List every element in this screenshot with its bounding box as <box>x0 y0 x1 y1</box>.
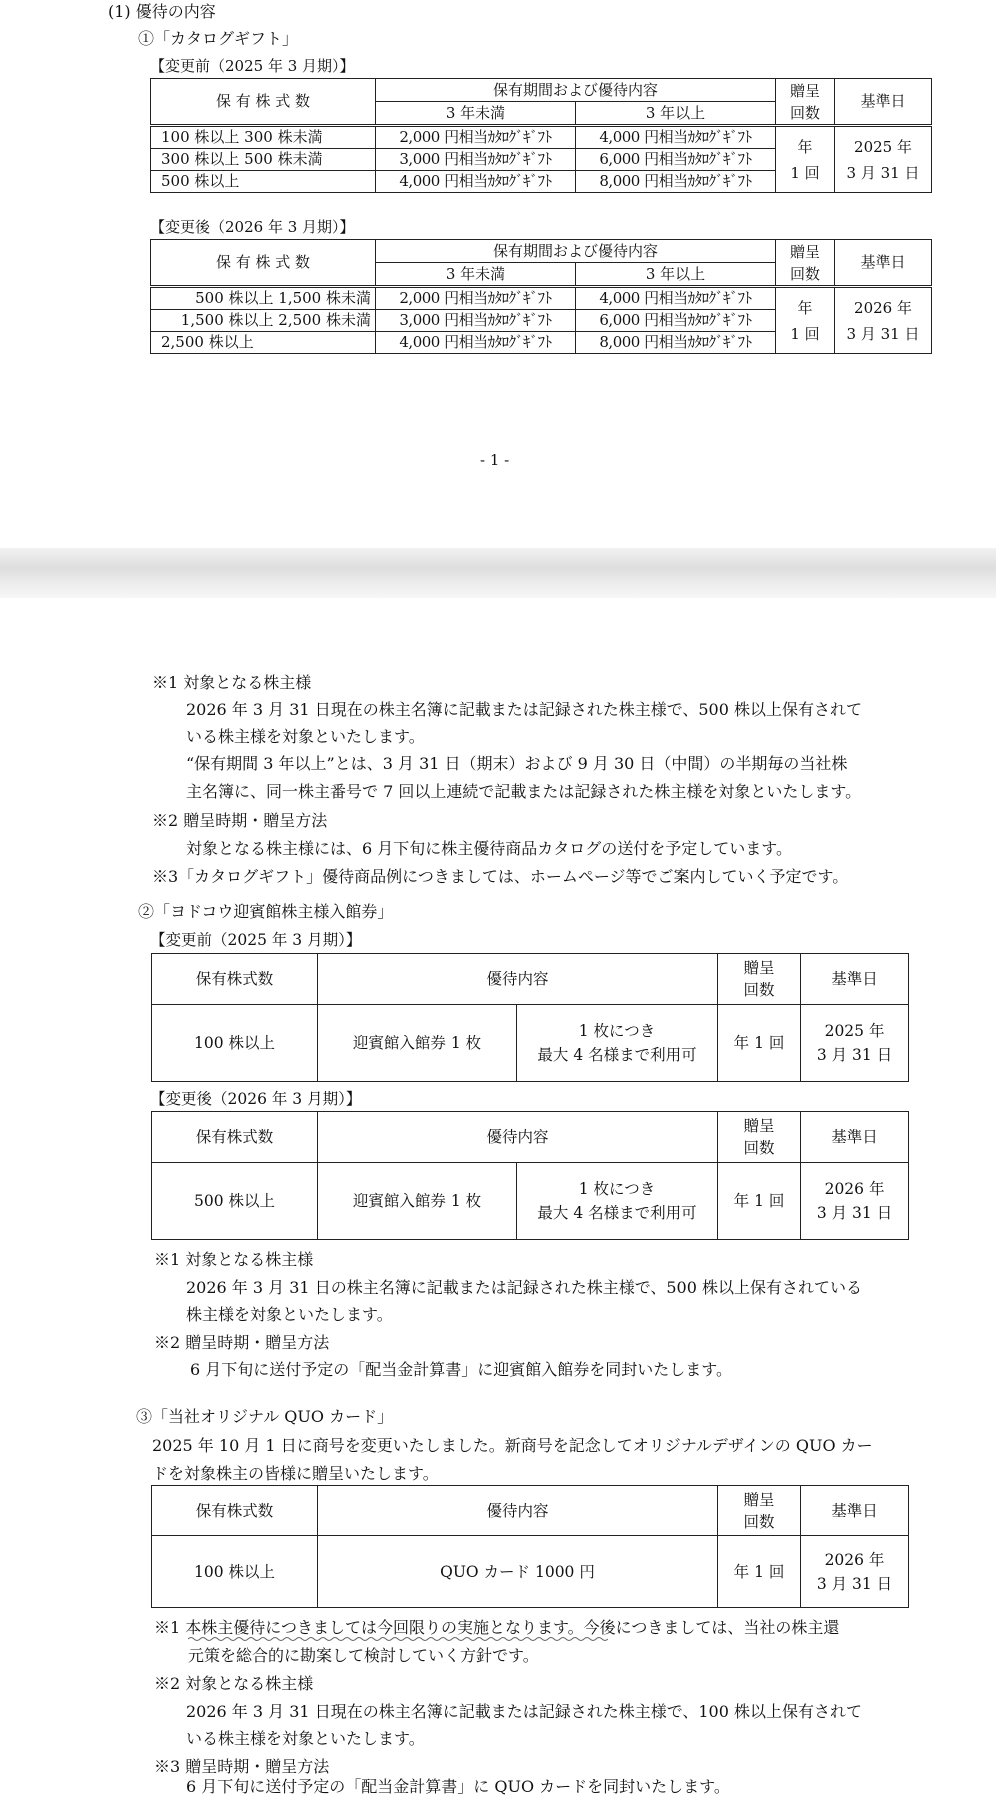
note-text: いる株主様を対象といたします。 <box>186 1729 425 1748</box>
table-row-shares: 300 株以上 500 株未満 <box>151 149 376 171</box>
note-text: 2026 年 3 月 31 日現在の株主名簿に記載または記録された株主様で、500 株以上保有されて <box>186 700 862 719</box>
header-times: 贈呈 回数 <box>776 240 835 287</box>
table-cell: 迎賓館入館券 1 枚 <box>318 1163 517 1240</box>
catalog-after-label: 【変更後（2026 年 3 月期）】 <box>150 218 355 236</box>
header-times: 贈呈 回数 <box>776 79 835 126</box>
header-content: 優待内容 <box>318 1112 718 1163</box>
table-cell: 2,000 円相当ｶﾀﾛｸﾞｷﾞﾌﾄ <box>376 126 576 149</box>
header-over-3-years: 3 年以上 <box>576 102 776 126</box>
table-cell: 6,000 円相当ｶﾀﾛｸﾞｷﾞﾌﾄ <box>576 310 776 332</box>
header-shares: 保 有 株 式 数 <box>151 79 376 126</box>
note-text-underlined: ※1 本株主優待につきましては今回限りの実施となります。今後につきましては、当社の株主還 <box>154 1618 840 1637</box>
table-cell: 4,000 円相当ｶﾀﾛｸﾞｷﾞﾌﾄ <box>376 332 576 354</box>
note-text: 対象となる株主様には、6 月下旬に株主優待商品カタログの送付を予定しています。 <box>186 839 792 858</box>
table-cell: 4,000 円相当ｶﾀﾛｸﾞｷﾞﾌﾄ <box>576 287 776 310</box>
pass-after-label: 【変更後（2026 年 3 月期）】 <box>150 1090 362 1108</box>
header-shares: 保有株式数 <box>152 1486 318 1536</box>
header-times: 贈呈 回数 <box>718 1112 801 1163</box>
header-record-date: 基準日 <box>801 1112 909 1163</box>
header-times: 贈呈 回数 <box>718 1486 801 1536</box>
note-text: 株主様を対象といたします。 <box>186 1305 393 1324</box>
note-title: ※1 対象となる株主様 <box>154 1250 314 1269</box>
header-shares: 保有株式数 <box>152 1112 318 1163</box>
note-text: 元策を総合的に勘案して検討していく方針です。 <box>188 1646 539 1665</box>
table-cell: QUO カード 1000 円 <box>318 1536 718 1608</box>
table-row-shares: 500 株以上 <box>152 1163 318 1240</box>
header-record-date: 基準日 <box>835 79 932 126</box>
record-date-cell: 2026 年 3 月 31 日 <box>801 1536 909 1608</box>
table-row-shares: 2,500 株以上 <box>151 332 376 354</box>
pass-title: ②「ヨドコウ迎賓館株主様入館券」 <box>138 902 394 921</box>
header-under-3-years: 3 年未満 <box>376 263 576 287</box>
header-record-date: 基準日 <box>835 240 932 287</box>
table-row-shares: 100 株以上 <box>152 1005 318 1082</box>
note-title: ※2 贈呈時期・贈呈方法 <box>152 811 328 830</box>
catalog-title: ①「カタログギフト」 <box>138 29 299 48</box>
header-content: 優待内容 <box>318 1486 718 1536</box>
header-shares: 保 有 株 式 数 <box>151 240 376 287</box>
header-times: 贈呈 回数 <box>718 954 801 1005</box>
header-period-content: 保有期間および優待内容 <box>376 79 776 102</box>
header-record-date: 基準日 <box>801 954 909 1005</box>
note-text: 2026 年 3 月 31 日現在の株主名簿に記載または記録された株主様で、100 株以上保有されて <box>186 1702 862 1721</box>
header-content: 優待内容 <box>318 954 718 1005</box>
record-date-cell: 2025 年 3 月 31 日 <box>801 1005 909 1082</box>
table-cell: 2,000 円相当ｶﾀﾛｸﾞｷﾞﾌﾄ <box>376 287 576 310</box>
table-row-shares: 100 株以上 <box>152 1536 318 1608</box>
wavy-underline <box>188 1636 608 1642</box>
table-cell: 1 枚につき 最大 4 名様まで利用可 <box>517 1163 718 1240</box>
catalog-after-table <box>150 239 932 354</box>
note-text: いる株主様を対象といたします。 <box>186 727 425 746</box>
note-title: ※3 贈呈時期・贈呈方法 <box>154 1757 330 1776</box>
page-number: - 1 - <box>480 451 510 469</box>
note-title: ※1 対象となる株主様 <box>152 673 312 692</box>
table-cell: 6,000 円相当ｶﾀﾛｸﾞｷﾞﾌﾄ <box>576 149 776 171</box>
quo-table <box>151 1485 909 1608</box>
section-heading: (1) 優待の内容 <box>108 2 216 21</box>
header-period-content: 保有期間および優待内容 <box>376 240 776 263</box>
table-cell: 1 枚につき 最大 4 名様まで利用可 <box>517 1005 718 1082</box>
note-text: 6 月下旬に送付予定の「配当金計算書」に QUO カードを同封いたします。 <box>186 1777 730 1796</box>
header-under-3-years: 3 年未満 <box>376 102 576 126</box>
note-title: ※2 贈呈時期・贈呈方法 <box>154 1333 330 1352</box>
table-row-shares: 500 株以上 <box>151 171 376 193</box>
page-separator <box>0 548 996 598</box>
table-cell: 迎賓館入館券 1 枚 <box>318 1005 517 1082</box>
times-cell: 年 1 回 <box>776 287 835 354</box>
table-row-shares: 500 株以上 1,500 株未満 <box>151 287 376 310</box>
table-cell: 4,000 円相当ｶﾀﾛｸﾞｷﾞﾌﾄ <box>576 126 776 149</box>
record-date-cell: 2026 年 3 月 31 日 <box>801 1163 909 1240</box>
catalog-before-label: 【変更前（2025 年 3 月期）】 <box>150 57 355 75</box>
note-title: ※3「カタログギフト」優待商品例につきましては、ホームページ等でご案内していく予定です。 <box>152 867 849 886</box>
quo-intro: 2025 年 10 月 1 日に商号を変更いたしました。新商号を記念してオリジナルデザインの QUO カー <box>152 1436 873 1455</box>
header-record-date: 基準日 <box>801 1486 909 1536</box>
table-cell: 3,000 円相当ｶﾀﾛｸﾞｷﾞﾌﾄ <box>376 149 576 171</box>
times-cell: 年 1 回 <box>718 1005 801 1082</box>
record-date-cell: 2025 年 3 月 31 日 <box>835 126 932 193</box>
table-row-shares: 1,500 株以上 2,500 株未満 <box>151 310 376 332</box>
times-cell: 年 1 回 <box>776 126 835 193</box>
header-shares: 保有株式数 <box>152 954 318 1005</box>
table-cell: 8,000 円相当ｶﾀﾛｸﾞｷﾞﾌﾄ <box>576 332 776 354</box>
times-cell: 年 1 回 <box>718 1536 801 1608</box>
quo-intro: ドを対象株主の皆様に贈呈いたします。 <box>152 1464 439 1483</box>
table-cell: 3,000 円相当ｶﾀﾛｸﾞｷﾞﾌﾄ <box>376 310 576 332</box>
pass-before-label: 【変更前（2025 年 3 月期）】 <box>150 931 362 949</box>
table-cell: 4,000 円相当ｶﾀﾛｸﾞｷﾞﾌﾄ <box>376 171 576 193</box>
header-over-3-years: 3 年以上 <box>576 263 776 287</box>
note-text: 主名簿に、同一株主番号で 7 回以上連続で記載または記録された株主様を対象といたします。 <box>186 782 862 801</box>
quo-title: ③「当社オリジナル QUO カード」 <box>136 1407 394 1426</box>
note-title: ※2 対象となる株主様 <box>154 1674 314 1693</box>
table-row-shares: 100 株以上 300 株未満 <box>151 126 376 149</box>
catalog-before-table <box>150 78 932 193</box>
record-date-cell: 2026 年 3 月 31 日 <box>835 287 932 354</box>
table-cell: 8,000 円相当ｶﾀﾛｸﾞｷﾞﾌﾄ <box>576 171 776 193</box>
note-text: “保有期間 3 年以上”とは、3 月 31 日（期末）および 9 月 30 日（中間）の半期毎の当社株 <box>186 754 848 773</box>
note-text: 2026 年 3 月 31 日の株主名簿に記載または記録された株主様で、500 株以上保有されている <box>186 1278 862 1297</box>
pass-before-table <box>151 953 909 1082</box>
times-cell: 年 1 回 <box>718 1163 801 1240</box>
pass-after-table <box>151 1111 909 1240</box>
note-text: 6 月下旬に送付予定の「配当金計算書」に迎賓館入館券を同封いたします。 <box>190 1360 732 1379</box>
